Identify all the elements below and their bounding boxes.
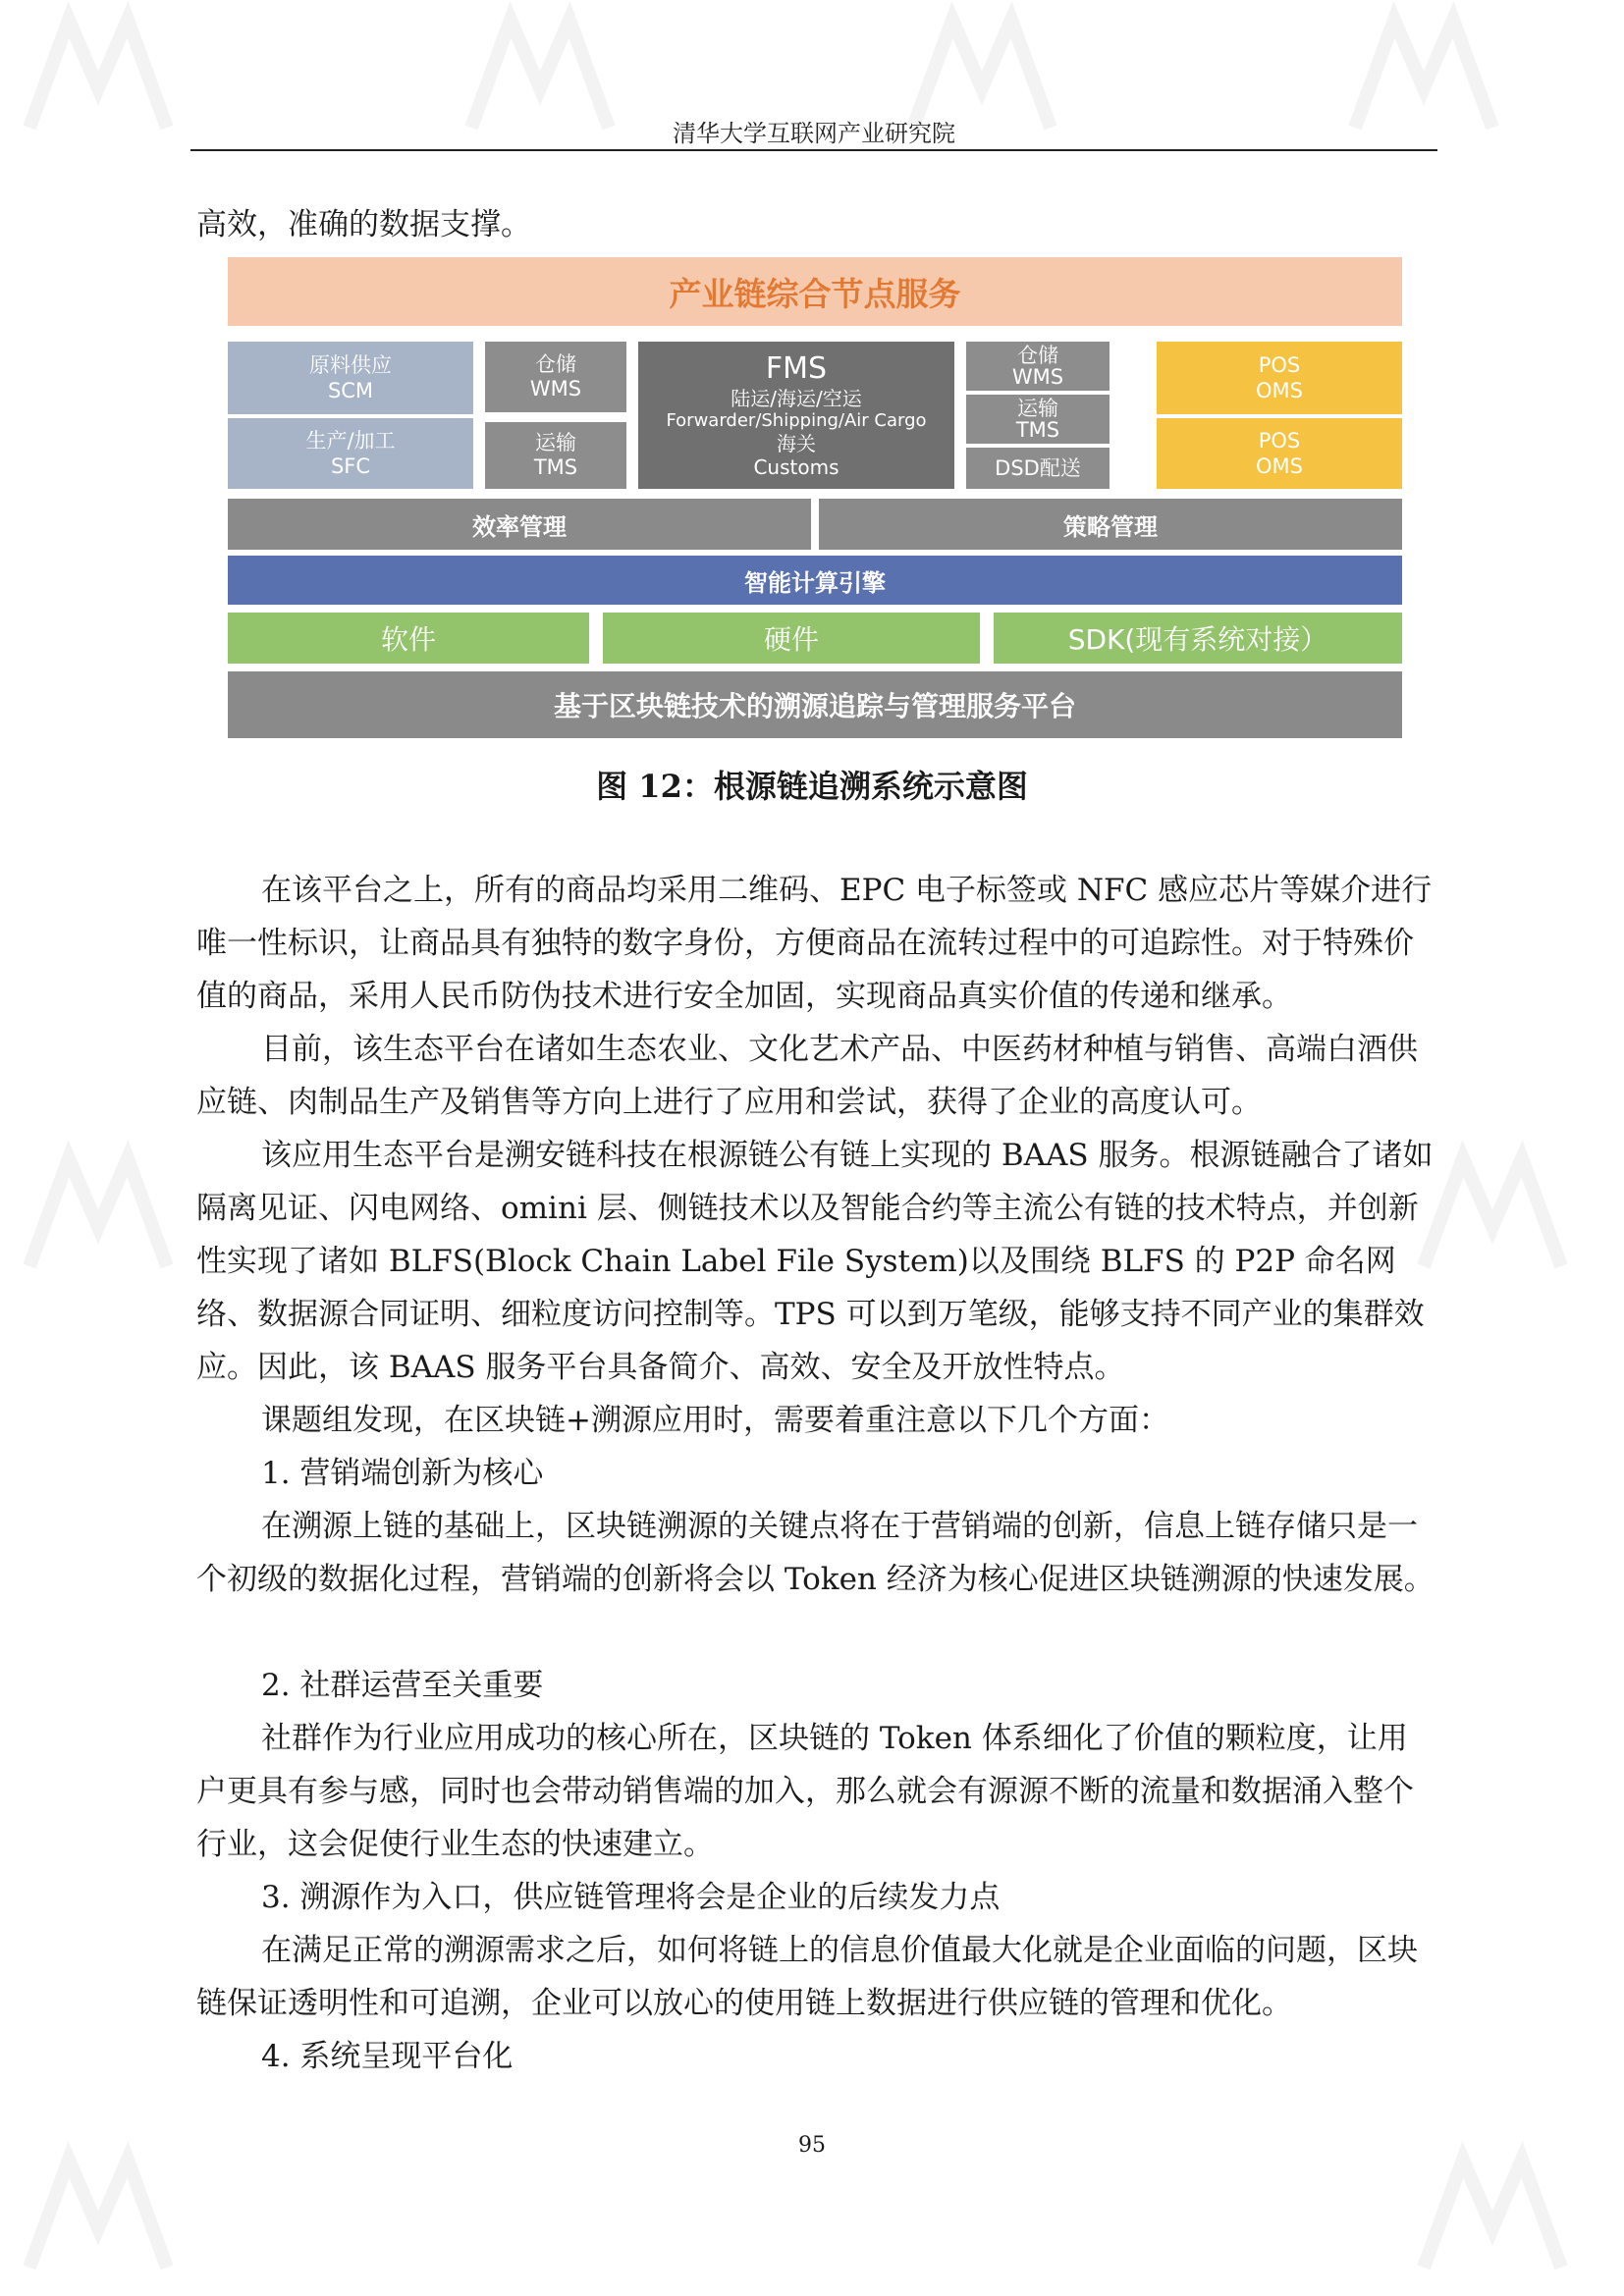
sfc-label: 生产/加工 [305,429,396,453]
diagram-base-platform: 基于区块链技术的溯源追踪与管理服务平台 [228,671,1402,738]
body-paragraph: 该应用生态平台是溯安链科技在根源链公有链上实现的 BAAS 服务。根源链融合了诸如隔离见证、闪电网络、omini 层、侧链技术以及智能合约等主流公有链的技术特点，并创新性实现了诸如 BLFS(Block Chain Label File System)以及围绕 BLFS 的 P2P 命名网络、数据源合同证明、细粒度访问控制等。TPS 可以到万笔级，能够支持不同产业的集群效应。因此，该 BAAS 服务平台具备简介、高效、安全及开放性特点。 [196,1138,1434,1385]
fms-line4: Customs [753,455,839,479]
body-paragraph: 课题组发现，在区块链+溯源应用时，需要着重注意以下几个方面： [261,1403,1169,1438]
body-paragraph: 社群作为行业应用成功的核心所在，区块链的 Token 体系细化了价值的颗粒度，让用户更具有参与感，同时也会带动销售端的加入，那么就会有源源不断的流量和数据涌入整个行业，这会促使行业生态的快速建立。 [196,1721,1414,1862]
tms-left-code: TMS [533,455,578,479]
header-divider [190,149,1437,151]
watermark-logo-icon [20,0,177,137]
diagram-pos-top-box [1157,342,1402,414]
body-paragraph: 在该平台之上，所有的商品均采用二维码、EPC 电子标签或 NFC 感应芯片等媒介进行唯一性标识，让商品具有独特的数字身份，方便商品在流转过程中的可追踪性。对于特殊价值的商品，采用人民币防伪技术进行安全加固，实现商品真实价值的传递和继承。 [196,873,1433,1014]
diagram-wms-left-box [485,342,626,412]
scm-code: SCM [327,379,374,402]
diagram-scm-box [228,342,473,414]
body-paragraph: 在满足正常的溯源需求之后，如何将链上的信息价值最大化就是企业面临的问题，区块链保证透明性和可追溯，企业可以放心的使用链上数据进行供应链的管理和优化。 [196,1933,1418,2021]
diagram-sfc-box [228,418,473,489]
intro-line: 高效，准确的数据支撑。 [196,207,531,242]
watermark-logo-icon [20,2140,177,2277]
wms-right-label: 仓储 [1017,344,1058,367]
fms-line1: 陆运/海运/空运 [731,387,862,410]
diagram-engine-bar: 智能计算引擎 [228,556,1402,605]
fms-line3: 海关 [777,432,816,455]
watermark-logo-icon [1414,2140,1571,2277]
pos-bottom-label: POS [1258,429,1301,453]
fms-line2: Forwarder/Shipping/Air Cargo [666,410,927,431]
diagram-efficiency-bar: 效率管理 [228,499,811,550]
diagram-software-box: 软件 [228,613,589,664]
pos-top-label: POS [1258,353,1301,377]
diagram-hardware-box: 硬件 [603,613,980,664]
body-paragraph: 在溯源上链的基础上，区块链溯源的关键点将在于营销端的创新，信息上链存储只是一个初级的数据化过程，营销端的创新将会以 Token 经济为核心促进区块链溯源的快速发展。 [196,1509,1435,1597]
diagram-sdk-box: SDK(现有系统对接） [994,613,1402,664]
fms-title: FMS [765,351,828,386]
watermark-logo-icon [1414,1139,1571,1276]
list-heading: 1. 营销端创新为核心 [261,1456,544,1491]
pos-bottom-code: OMS [1256,454,1303,478]
body-paragraph: 目前，该生态平台在诸如生态农业、文化艺术产品、中医药材种植与销售、高端白酒供应链、肉制品生产及销售等方向上进行了应用和尝试，获得了企业的高度认可。 [196,1032,1418,1120]
wms-left-code: WMS [529,377,582,400]
tms-left-label: 运输 [535,431,576,454]
list-heading: 2. 社群运营至关重要 [261,1668,544,1703]
list-heading: 3. 溯源作为入口，供应链管理将会是企业的后续发力点 [261,1880,1001,1915]
page-number: 95 [798,2133,826,2158]
watermark-logo-icon [20,1139,177,1276]
pos-top-code: OMS [1256,379,1303,402]
page-header: 清华大学互联网产业研究院 [673,120,955,147]
list-heading: 4. 系统呈现平台化 [261,2039,514,2074]
sfc-code: SFC [330,454,371,478]
diagram-strategy-bar: 策略管理 [819,499,1402,550]
tms-right-code: TMS [1015,418,1060,442]
diagram-tms-left-box [485,422,626,489]
diagram-dsd-box: DSD配送 [966,448,1110,489]
tms-right-label: 运输 [1017,397,1058,420]
scm-label: 原料供应 [309,353,392,377]
diagram-tms-right-box [966,395,1110,444]
wms-right-code: WMS [1011,365,1064,389]
diagram-wms-right-box [966,342,1110,391]
system-diagram [228,257,1402,738]
diagram-top-band: 产业链综合节点服务 [228,257,1402,326]
figure-caption: 图 12：根源链追溯系统示意图 [596,768,1028,805]
diagram-pos-bottom-box [1157,418,1402,489]
diagram-fms-box [638,342,954,489]
wms-left-label: 仓储 [535,352,576,376]
